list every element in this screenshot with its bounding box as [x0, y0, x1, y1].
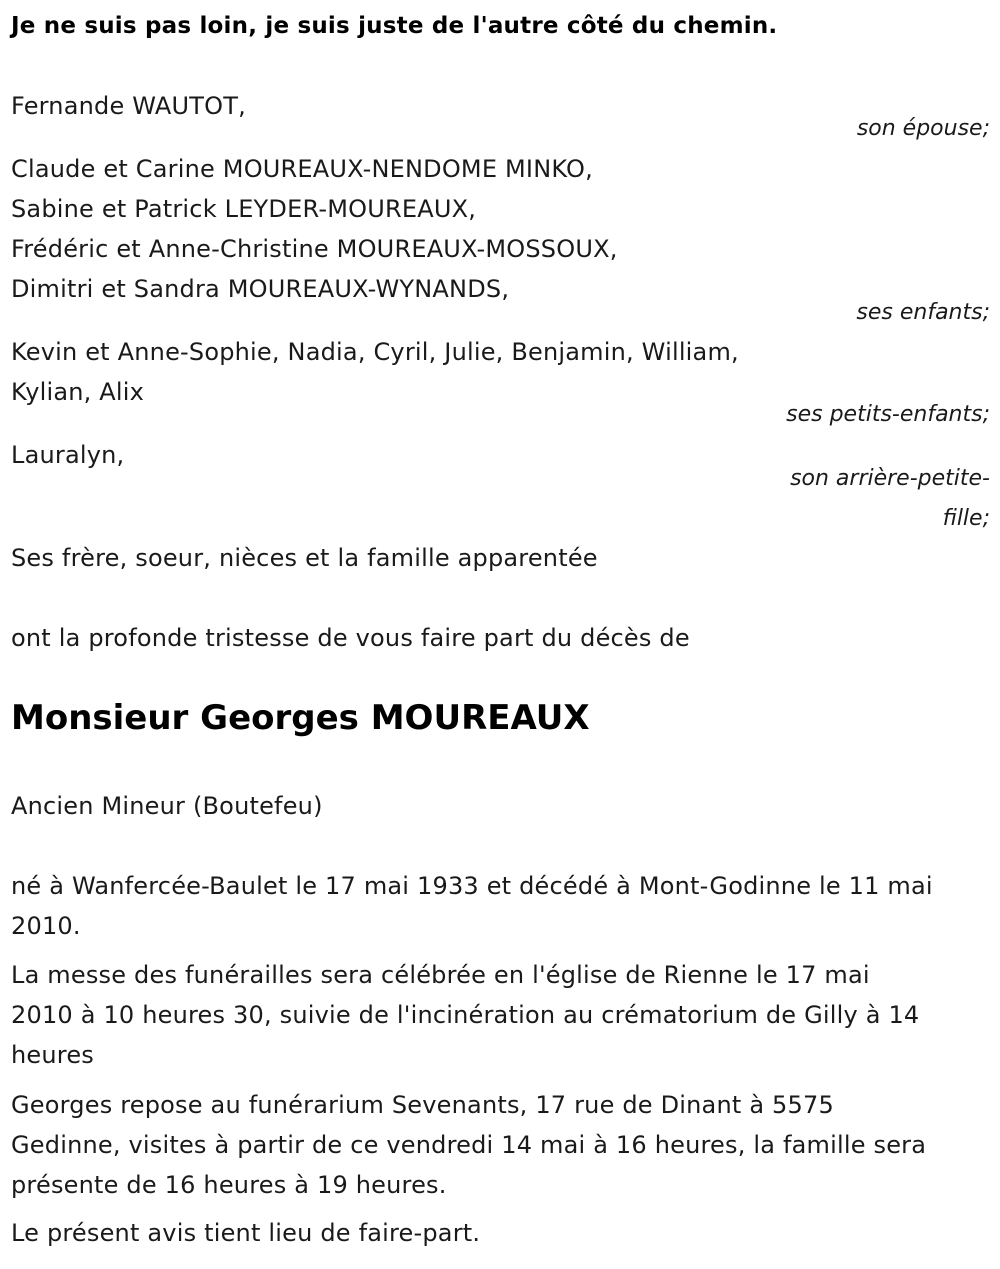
funeral-line: La messe des funérailles sera célébrée en l'église de Rienne le 17 mai [11, 961, 870, 989]
great-grandchild-role: fille; [942, 506, 990, 531]
visitation-line: Georges repose au funérarium Sevenants, 17 rue de Dinant à 5575 [11, 1091, 834, 1119]
great-grandchild-role: son arrière-petite- [790, 466, 990, 491]
grandchildren-role: ses petits-enfants; [786, 402, 990, 427]
closing-note: Le présent avis tient lieu de faire-part. [11, 1219, 481, 1247]
announcement: ont la profonde tristesse de vous faire part du décès de [11, 624, 690, 652]
child-line: Frédéric et Anne-Christine MOUREAUX-MOSSOUX, [11, 235, 618, 263]
deceased-name: Monsieur Georges MOUREAUX [11, 698, 590, 738]
spouse-name: Fernande WAUTOT, [11, 92, 246, 120]
grandchildren-line: Kevin et Anne-Sophie, Nadia, Cyril, Julie, Benjamin, William, [11, 338, 739, 366]
birth-death-line: né à Wanfercée-Baulet le 17 mai 1933 et décédé à Mont-Godinne le 11 mai [11, 872, 933, 900]
child-line: Dimitri et Sandra MOUREAUX-WYNANDS, [11, 275, 510, 303]
child-line: Sabine et Patrick LEYDER-MOUREAUX, [11, 195, 477, 223]
children-role: ses enfants; [856, 300, 990, 325]
great-grandchild-name: Lauralyn, [11, 441, 125, 469]
funeral-line: heures [11, 1041, 94, 1069]
occupation: Ancien Mineur (Boutefeu) [11, 792, 323, 820]
birth-death-line: 2010. [11, 912, 81, 940]
relatives-line: Ses frère, soeur, nièces et la famille apparentée [11, 544, 598, 572]
visitation-line: présente de 16 heures à 19 heures. [11, 1171, 447, 1199]
funeral-line: 2010 à 10 heures 30, suivie de l'incinération au crématorium de Gilly à 14 [11, 1001, 920, 1029]
spouse-role: son épouse; [856, 116, 990, 141]
grandchildren-line: Kylian, Alix [11, 378, 145, 406]
child-line: Claude et Carine MOUREAUX-NENDOME MINKO, [11, 155, 593, 183]
motto: Je ne suis pas loin, je suis juste de l'autre côté du chemin. [11, 13, 778, 39]
visitation-line: Gedinne, visites à partir de ce vendredi 14 mai à 16 heures, la famille sera [11, 1131, 927, 1159]
